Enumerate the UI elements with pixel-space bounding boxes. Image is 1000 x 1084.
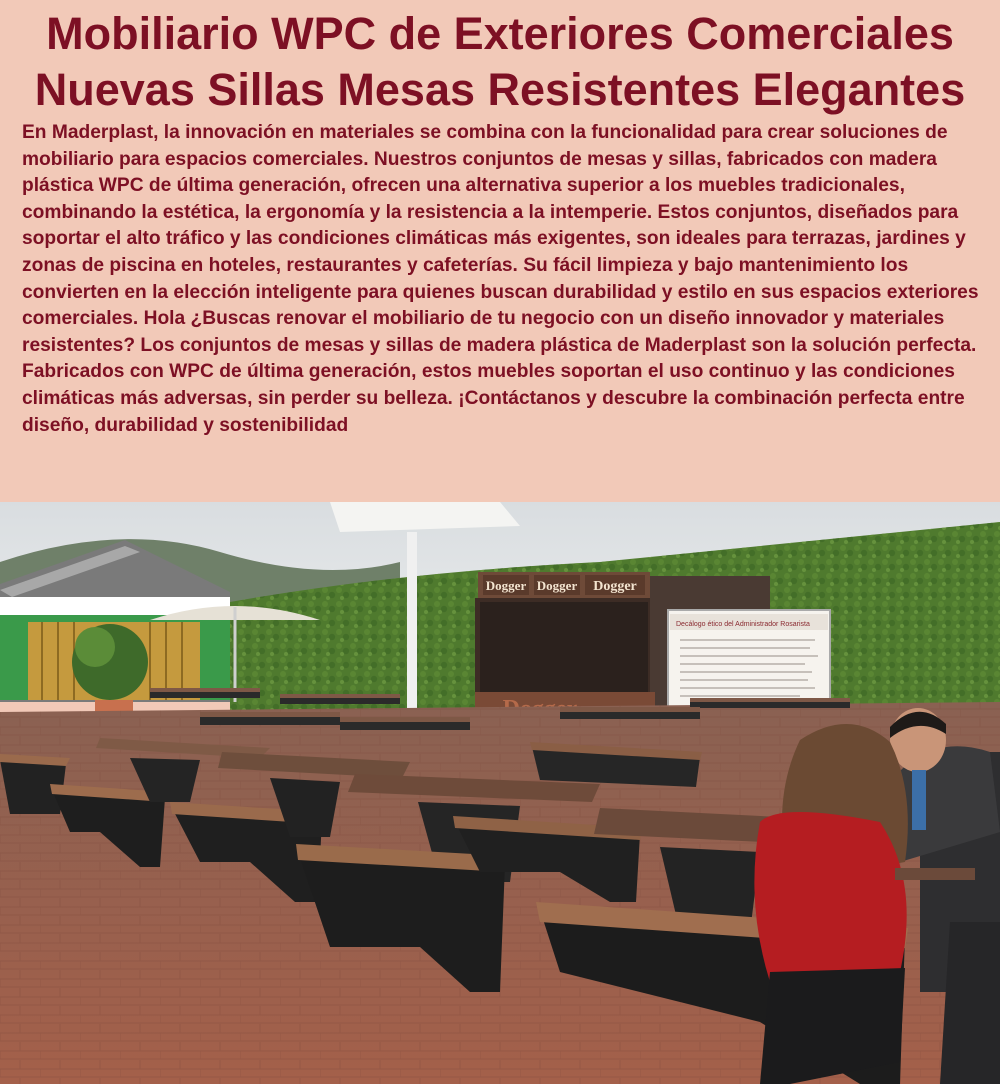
notice-board-title: Decálogo ético del Administrador Rosarista [676, 621, 810, 628]
page-title [0, 6, 1000, 118]
kiosk-sign-1: Dogger [485, 578, 527, 593]
title-line-1: Mobiliario WPC de Exteriores Comerciales [46, 8, 954, 59]
description-paragraph: En Maderplast, la innovación en materiales se combina con la funcionalidad para crear soluciones de mobiliario para espacios comerciales. Nuestros conjuntos de mesas y sillas, fabricados con madera plástica WPC de última generación, ofrecen una alternativa superior a los muebles tradicionales, combinando la estética, la ergonomía y la resistencia a la intemperie. Estos conjuntos, diseñados para soportar el alto tráfico y las condiciones climáticas más exigentes, son ideales para terrazas, jardines y zonas de piscina en hoteles, restaurantes y cafeterías. Su fácil limpieza y bajo mantenimiento los convierten en la elección inteligente para quienes buscan durabilidad y estilo en sus espacios exteriores comerciales. Hola ¿Buscas renovar el mobiliario de tu negocio con un diseño innovador y materiales resistentes? Los conjuntos de mesas y sillas de madera plástica de Maderplast son la solución perfecta. Fabricados con WPC de última generación, estos muebles soportan el uso continuo y las condiciones climáticas más adversas, sin perder su belleza. ¡Contáctanos y descubre la combinación perfecta entre diseño, durabilidad y sostenibilidad [22, 122, 979, 436]
title-line-2: Nuevas Sillas Mesas Resistentes Elegantes [34, 64, 966, 115]
kiosk-sign-2: Dogger [536, 578, 578, 593]
outdoor-furniture-photo [0, 502, 1000, 1084]
kiosk-sign-3: Dogger [593, 579, 637, 594]
